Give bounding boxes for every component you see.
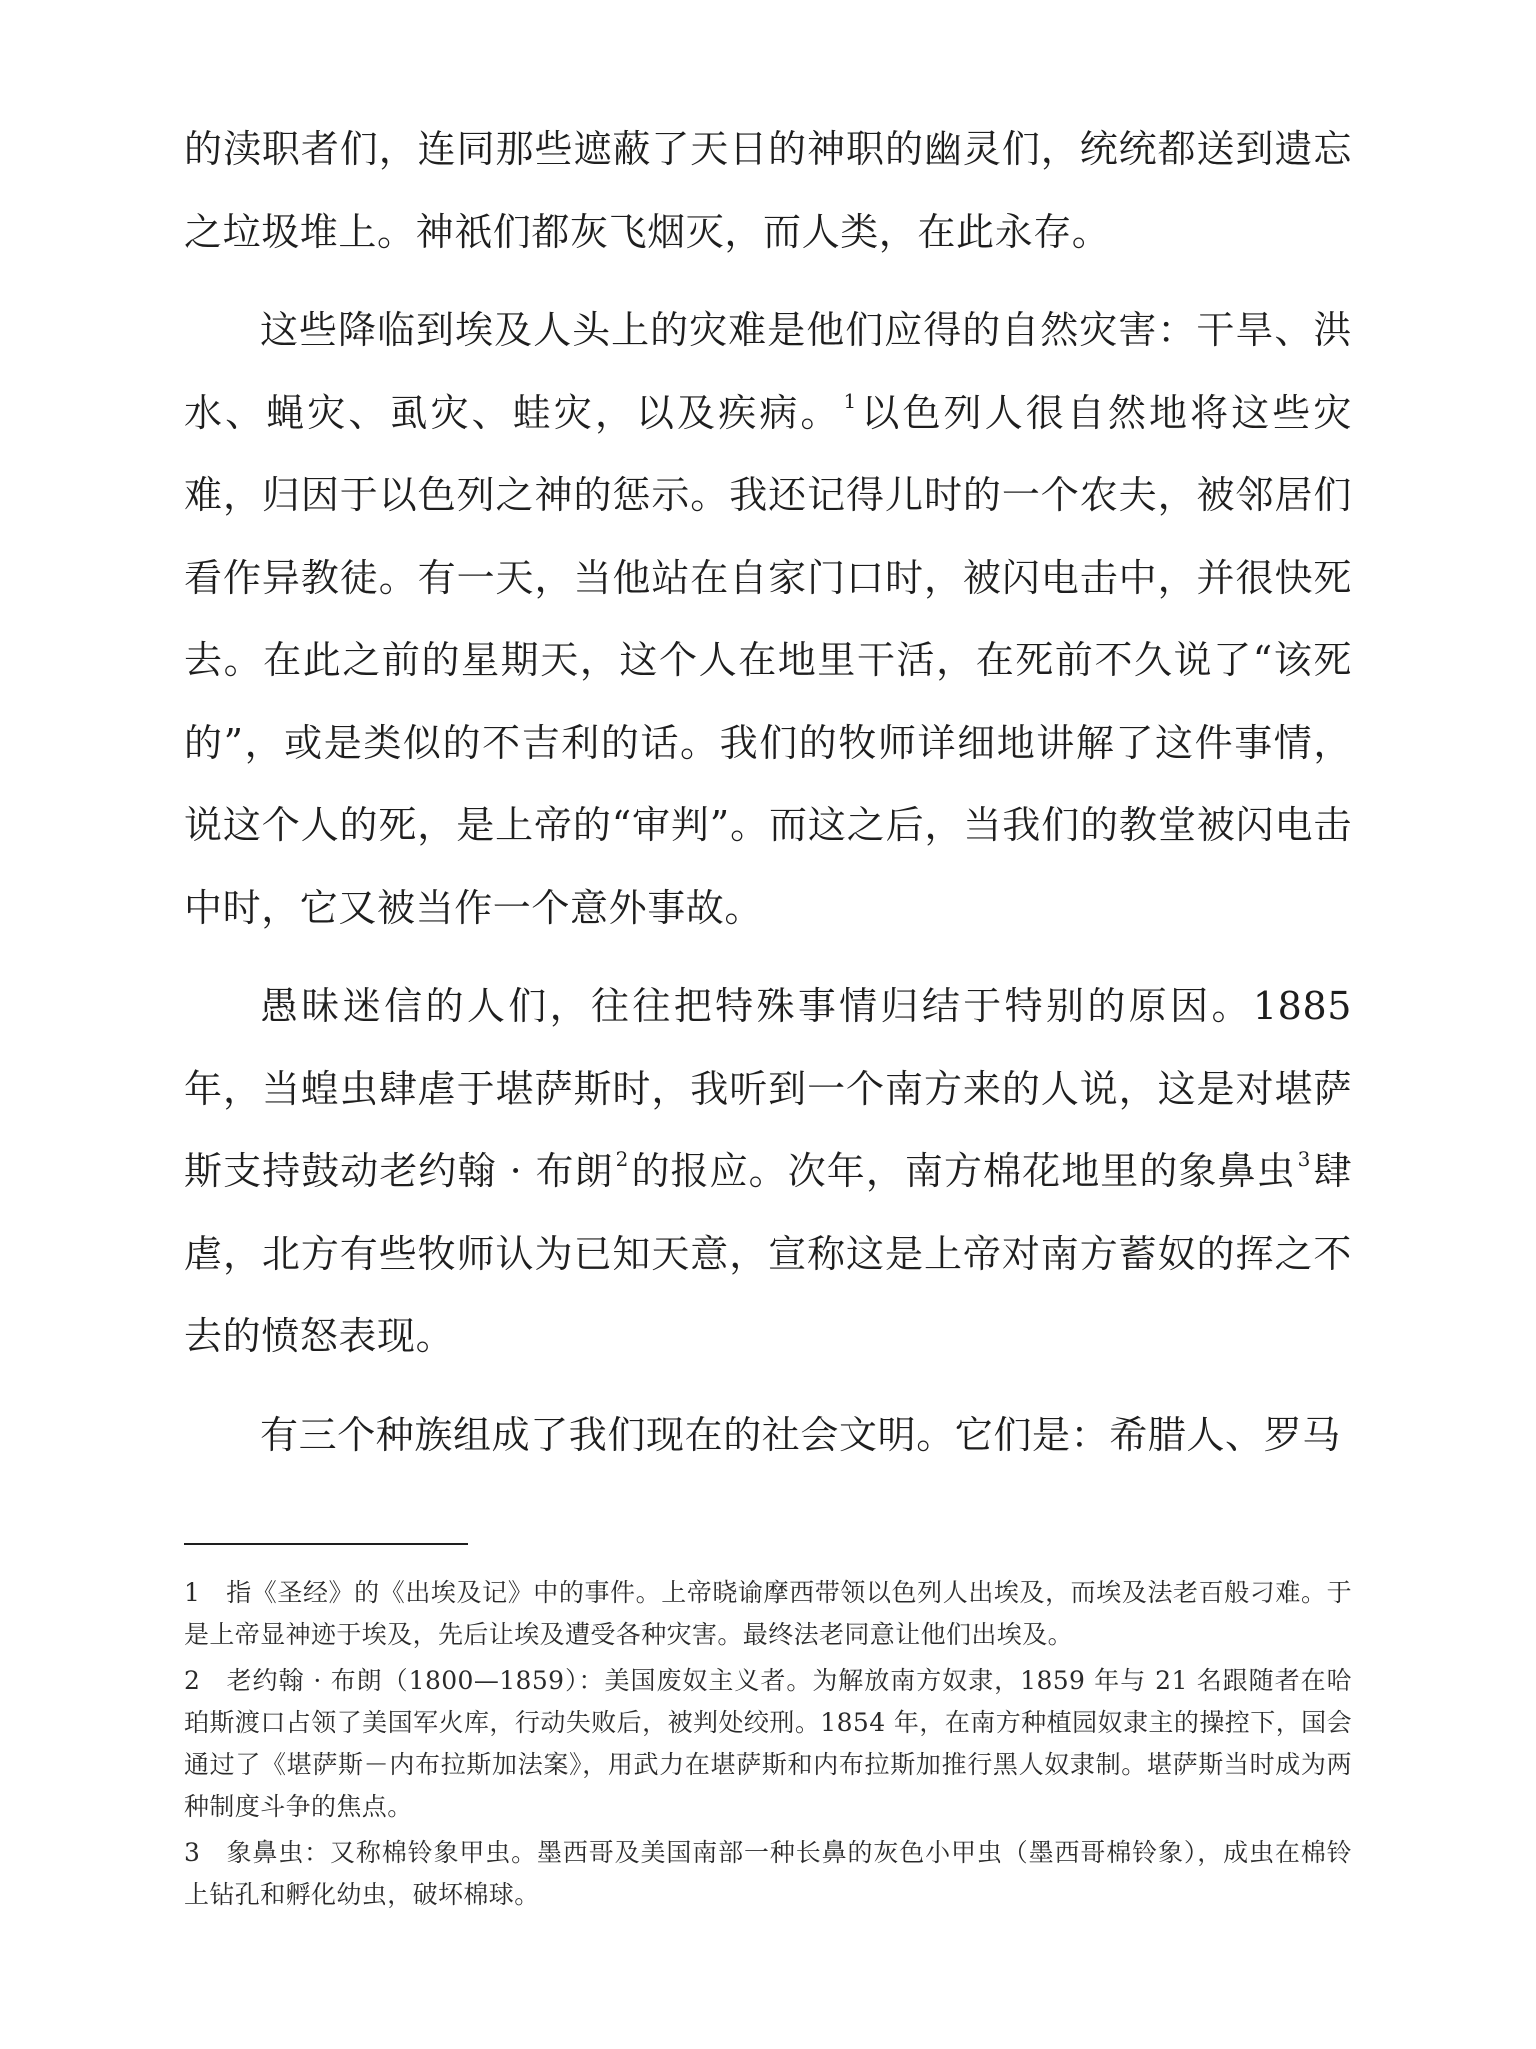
paragraph-three-races	[184, 1394, 1352, 1477]
footnote-1	[184, 1572, 1352, 1656]
footnote-2	[184, 1660, 1352, 1828]
footnote-number: 2	[184, 1666, 201, 1695]
footnote-ref-3[interactable]: 3	[1297, 1147, 1311, 1171]
footnote-ref-1[interactable]: 1	[843, 388, 857, 413]
paragraph-text: 有三个种族组成了我们现在的社会文明。它们是：希腊人、罗马	[260, 1412, 1341, 1457]
footnote-number: 1	[184, 1578, 201, 1607]
paragraph-plagues	[184, 289, 1352, 949]
footnote-number: 3	[184, 1838, 201, 1867]
paragraph-text: 的渎职者们，连同那些遮蔽了天日的神职的幽灵们，统统都送到遗忘之垃圾堆上。神祇们都灰飞烟灭，而人类，在此永存。	[184, 127, 1352, 254]
footnote-text: 指《圣经》的《出埃及记》中的事件。上帝晓谕摩西带领以色列人出埃及，而埃及法老百般刁难。于是上帝显神迹于埃及，先后让埃及遭受各种灾害。最终法老同意让他们出埃及。	[184, 1578, 1352, 1649]
paragraph-text: 以色列人很自然地将这些灾难，归因于以色列之神的惩示。我还记得儿时的一个农夫，被邻居们看作异教徒。有一天，当他站在自家门口时，被闪电击中，并很快死去。在此之前的星期天，这个人在地里干活，在死前不久说了“该死的”，或是类似的不吉利的话。我们的牧师详细地讲解了这件事情，说这个人的死，是上帝的“审判”。而这之后，当我们的教堂被闪电击中时，它又被当作一个意外事故。	[184, 390, 1353, 930]
paragraph-text: 这些降临到埃及人头上的灾难是他们应得的自然灾害：干旱、洪水、蝇灾、虱灾、蛙灾，以及疾病。	[184, 308, 1352, 435]
footnote-text: 老约翰 · 布朗（1800—1859）：美国废奴主义者。为解放南方奴隶，1859 年与 21 名跟随者在哈珀斯渡口占领了美国军火库，行动失败后，被判处绞刑。1854 年，在南方种植园奴隶主的操控下，国会通过了《堪萨斯－内布拉斯加法案》，用武力在堪萨斯和内布拉斯加推行黑人奴隶制。堪萨斯当时成为两种制度斗争的焦点。	[184, 1666, 1352, 1821]
paragraph-text: 愚昧迷信的人们，往往把特殊事情归结于特别的原因。1885 年，当蝗虫肆虐于堪萨斯时，我听到一个南方来的人说，这是对堪萨斯支持鼓动老约翰 · 布朗	[184, 984, 1352, 1193]
paragraph-continued	[184, 108, 1352, 273]
paragraph-text: 肆虐，北方有些牧师认为已知天意，宣称这是上帝对南方蓄奴的挥之不去的愤怒表现。	[184, 1149, 1353, 1358]
paragraph-text: 的报应。次年，南方棉花地里的象鼻虫	[630, 1149, 1296, 1193]
footnotes	[184, 1572, 1352, 1920]
footnote-divider	[184, 1543, 468, 1545]
footnote-ref-2[interactable]: 2	[615, 1147, 629, 1171]
paragraph-superstition	[184, 965, 1352, 1378]
footnote-3	[184, 1832, 1352, 1916]
footnote-text: 象鼻虫：又称棉铃象甲虫。墨西哥及美国南部一种长鼻的灰色小甲虫（墨西哥棉铃象），成虫在棉铃上钻孔和孵化幼虫，破坏棉球。	[184, 1838, 1352, 1909]
main-text	[184, 108, 1352, 1492]
